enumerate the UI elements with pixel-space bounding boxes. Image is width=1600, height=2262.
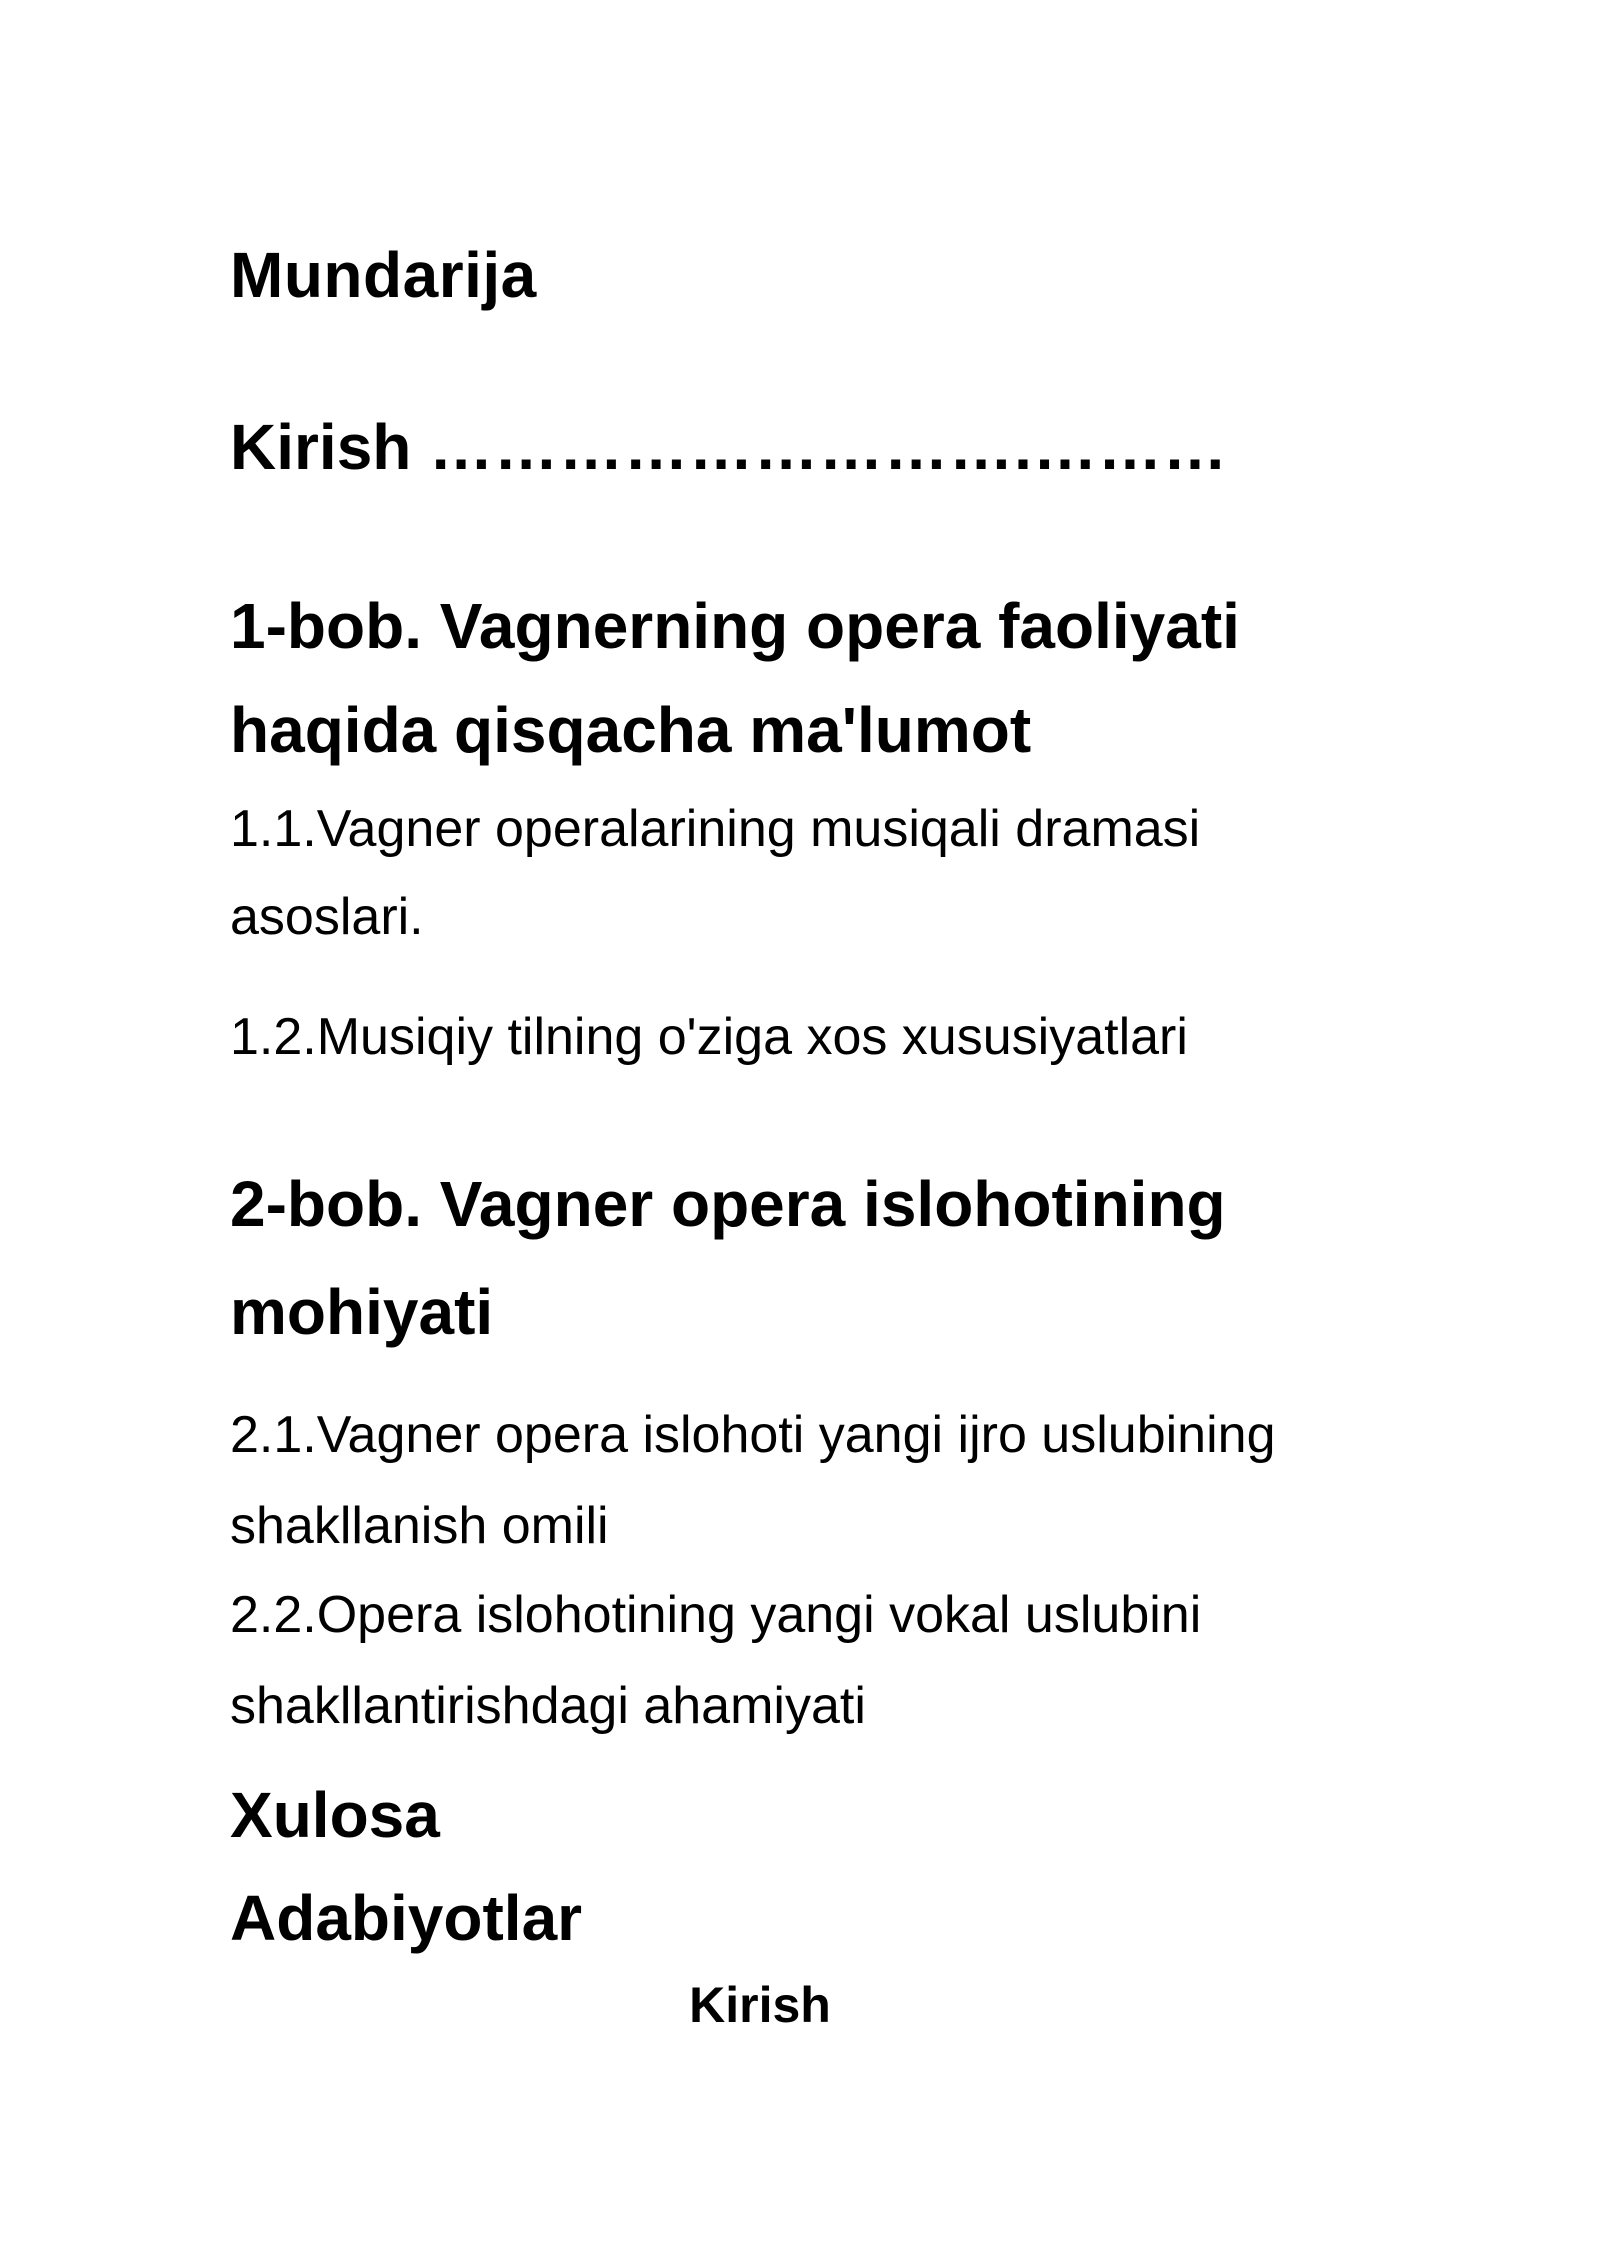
toc-section-1-1-line-2: asoslari. (230, 888, 424, 946)
intro-section-heading: Kirish (689, 1977, 831, 2033)
toc-entry-intro-label: Kirish (230, 411, 412, 483)
toc-section-2-2-line-2: shakllantirishdagi ahamiyati (230, 1677, 866, 1735)
toc-entry-references: Adabiyotlar (230, 1882, 583, 1954)
toc-chapter-2-line-1: 2-bob. Vagner opera islohotining (230, 1168, 1226, 1240)
toc-entry-conclusion: Xulosa (230, 1779, 440, 1851)
toc-chapter-1-line-1: 1-bob. Vagnerning opera faoliyati (230, 590, 1240, 662)
toc-chapter-1-line-2: haqida qisqacha ma'lumot (230, 694, 1032, 766)
toc-entry-intro (230, 411, 1228, 483)
toc-section-2-1-line-2: shakllanish omili (230, 1497, 609, 1555)
toc-section-1-1-line-1: 1.1.Vagner operalarining musiqali dramasi (230, 800, 1201, 858)
toc-chapter-2-line-2: mohiyati (230, 1276, 494, 1348)
toc-section-2-1-line-1: 2.1.Vagner opera islohoti yangi ijro uslubining (230, 1406, 1276, 1464)
toc-leader-dots: ……………………….……… (429, 411, 1228, 483)
toc-title: Mundarija (230, 239, 537, 311)
toc-section-2-2-line-1: 2.2.Opera islohotining yangi vokal uslubini (230, 1586, 1202, 1644)
toc-section-1-2: 1.2.Musiqiy tilning o'ziga xos xususiyatlari (230, 1008, 1188, 1066)
